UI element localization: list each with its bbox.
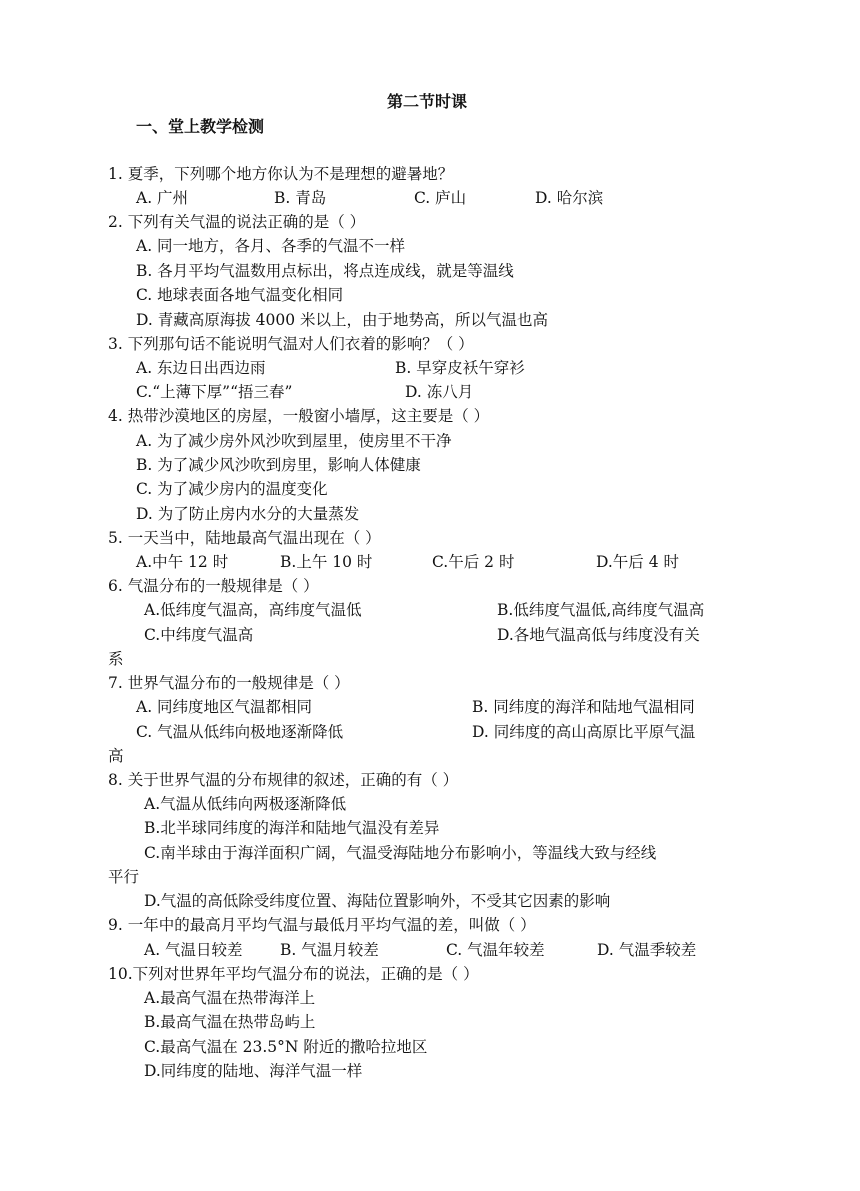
- question-3-option-a: A. 东边日出西边雨: [136, 359, 266, 377]
- question-4-option-d: D. 为了防止房内水分的大量蒸发: [136, 505, 360, 523]
- question-9-option-b: B. 气温月较差: [280, 941, 379, 959]
- question-7-stem: 7. 世界气温分布的一般规律是（ ）: [108, 674, 350, 692]
- question-9-stem: 9. 一年中的最高月平均气温与最低月平均气温的差，叫做（ ）: [108, 916, 536, 934]
- question-7-option-a: A. 同纬度地区气温都相同: [136, 698, 313, 716]
- question-5-option-c: C.午后 2 时: [432, 553, 515, 571]
- question-9-option-c: C. 气温年较差: [446, 941, 545, 959]
- question-5-option-d: D.午后 4 时: [596, 553, 680, 571]
- question-8-option-d: D.气温的高低除受纬度位置、海陆位置影响外，不受其它因素的影响: [144, 892, 611, 910]
- question-8-stem: 8. 关于世界气温的分布规律的叙述，正确的有（ ）: [108, 771, 459, 789]
- section-heading: 一、堂上教学检测: [136, 117, 265, 136]
- question-2-option-a: A. 同一地方，各月、各季的气温不一样: [136, 237, 406, 255]
- question-7-option-c: C. 气温从低纬向极地逐渐降低: [136, 723, 344, 741]
- question-4-stem: 4. 热带沙漠地区的房屋，一般窗小墙厚，这主要是（ ）: [108, 407, 490, 425]
- question-7-option-d-continued: 高: [108, 747, 124, 765]
- question-6-option-c: C.中纬度气温高: [144, 626, 254, 644]
- question-4-option-c: C. 为了减少房内的温度变化: [136, 480, 328, 498]
- question-2-stem: 2. 下列有关气温的说法正确的是（ ）: [108, 213, 366, 231]
- question-3-option-b: B. 早穿皮袄午穿衫: [395, 359, 525, 377]
- question-5-option-a: A.中午 12 时: [136, 553, 229, 571]
- question-1-stem: 1. 夏季，下列哪个地方你认为不是理想的避暑地？: [108, 165, 454, 183]
- question-8-option-a: A.气温从低纬向两极逐渐降低: [144, 795, 347, 813]
- question-6-stem: 6. 气温分布的一般规律是（ ）: [108, 577, 319, 595]
- question-8-option-c-continued: 平行: [108, 868, 140, 886]
- question-8-option-b: B.北半球同纬度的海洋和陆地气温没有差异: [144, 819, 440, 837]
- question-1-option-d: D. 哈尔滨: [535, 189, 604, 207]
- question-6-option-d: D.各地气温高低与纬度没有关: [497, 626, 700, 644]
- question-6-option-a: A.低纬度气温高，高纬度气温低: [144, 601, 362, 619]
- question-5-stem: 5. 一天当中，陆地最高气温出现在（ ）: [108, 529, 381, 547]
- question-1-option-a: A. 广州: [136, 189, 189, 207]
- question-7-option-d: D. 同纬度的高山高原比平原气温: [472, 723, 696, 741]
- question-1-option-b: B. 青岛: [274, 189, 327, 207]
- question-3-option-c: C.“上薄下厚”“捂三春”: [136, 383, 293, 401]
- question-3-stem: 3. 下列那句话不能说明气温对人们衣着的影响？（ ）: [108, 335, 474, 353]
- question-2-option-c: C. 地球表面各地气温变化相同: [136, 286, 344, 304]
- question-10-option-a: A.最高气温在热带海洋上: [144, 989, 316, 1007]
- question-4-option-a: A. 为了减少房外风沙吹到屋里，使房里不干净: [136, 432, 452, 450]
- question-10-option-d: D.同纬度的陆地、海洋气温一样: [144, 1062, 363, 1080]
- question-8-option-c: C.南半球由于海洋面积广阔，气温受海陆地分布影响小，等温线大致与经线: [144, 844, 657, 862]
- question-5-option-b: B.上午 10 时: [280, 553, 373, 571]
- question-2-option-b: B. 各月平均气温数用点标出，将点连成线，就是等温线: [136, 262, 514, 280]
- question-10-option-c: C.最高气温在 23.5°N 附近的撒哈拉地区: [144, 1038, 428, 1056]
- question-10-option-b: B.最高气温在热带岛屿上: [144, 1013, 316, 1031]
- question-7-option-b: B. 同纬度的海洋和陆地气温相同: [472, 698, 695, 716]
- question-3-option-d: D. 冻八月: [405, 383, 474, 401]
- question-2-option-d: D. 青藏高原海拔 4000 米以上，由于地势高，所以气温也高: [136, 311, 549, 329]
- question-9-option-a: A. 气温日较差: [144, 941, 243, 959]
- question-4-option-b: B. 为了减少风沙吹到房里，影响人体健康: [136, 456, 421, 474]
- question-9-option-d: D. 气温季较差: [597, 941, 697, 959]
- question-6-option-d-continued: 系: [108, 650, 124, 668]
- page-title: 第二节时课: [387, 92, 468, 111]
- question-1-option-c: C. 庐山: [414, 189, 467, 207]
- question-6-option-b: B.低纬度气温低,高纬度气温高: [497, 601, 705, 619]
- question-10-stem: 10.下列对世界年平均气温分布的说法，正确的是（ ）: [108, 965, 479, 983]
